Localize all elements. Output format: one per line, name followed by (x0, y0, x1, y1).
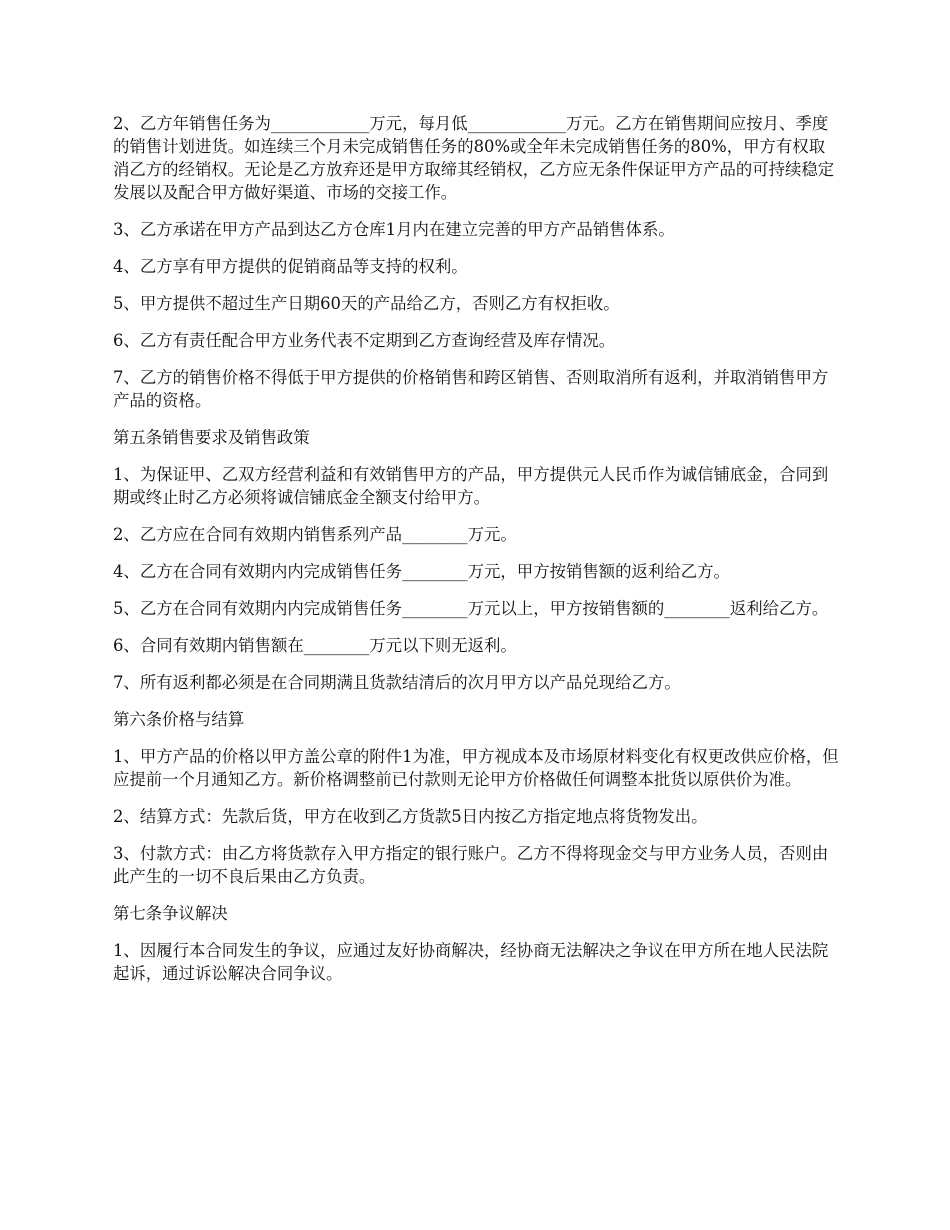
clause-contract-sales: 2、乙方应在合同有效期内销售系列产品________万元。 (113, 525, 517, 544)
clause-rebate-2: 5、乙方在合同有效期内内完成销售任务________万元以上，甲方按销售额的________返利给乙方。 (113, 599, 829, 618)
clause-promotion-support: 4、乙方享有甲方提供的促销商品等支持的权利。 (113, 257, 468, 276)
clause-payment-method: 3、付款方式：由乙方将货款存入甲方指定的银行账户。乙方不得将现金交与甲方业务人员，否则由此产生的一切不良后果由乙方负责。 (113, 844, 829, 886)
clause-no-rebate: 6、合同有效期内销售额在________万元以下则无返利。 (113, 636, 517, 655)
clause-deposit: 1、为保证甲、乙双方经营利益和有效销售甲方的产品，甲方提供元人民币作为诚信铺底金，合同到期或终止时乙方必须将诚信铺底金全额支付给甲方。 (113, 465, 829, 507)
section-heading-article-5: 第五条销售要求及销售政策 (113, 428, 310, 447)
clause-dispute-resolution: 1、因履行本合同发生的争议，应通过友好协商解决，经协商无法解决之争议在甲方所在地人民法院起诉，通过诉讼解决合同争议。 (113, 941, 829, 983)
clause-rebate-redemption: 7、所有返利都必须是在合同期满且货款结清后的次月甲方以产品兑现给乙方。 (113, 673, 681, 692)
clause-settlement-method: 2、结算方式：先款后货，甲方在收到乙方货款5日内按乙方指定地点将货物发出。 (113, 807, 708, 826)
clause-sales-target: 2、乙方年销售任务为____________万元，每月低____________万元。乙方在销售期间应按月、季度的销售计划进货。如连续三个月未完成销售任务的80%或全年未完成销售任务的80%，甲方有权取消乙方的经销权。无论是乙方放弃还是甲方取缔其经销权，乙方应无条件保证甲方产品的可持续稳定发展以及配合甲方做好渠道、市场的交接工作。 (113, 114, 835, 202)
clause-sales-system: 3、乙方承诺在甲方产品到达乙方仓库1月内在建立完善的甲方产品销售体系。 (113, 220, 675, 239)
clause-rebate-1: 4、乙方在合同有效期内内完成销售任务________万元，甲方按销售额的返利给乙方。 (113, 562, 730, 581)
clause-production-date: 5、甲方提供不超过生产日期60天的产品给乙方，否则乙方有权拒收。 (113, 294, 620, 313)
section-heading-article-6: 第六条价格与结算 (113, 710, 245, 729)
section-heading-article-7: 第七条争议解决 (113, 904, 228, 923)
clause-sales-price: 7、乙方的销售价格不得低于甲方提供的价格销售和跨区销售、否则取消所有返利，并取消销售甲方产品的资格。 (113, 368, 829, 410)
clause-price-basis: 1、甲方产品的价格以甲方盖公章的附件1为准，甲方视成本及市场原材料变化有权更改供应价格，但应提前一个月通知乙方。新价格调整前已付款则无论甲方价格做任何调整本批货以原供价为准。 (113, 747, 839, 789)
document-body (113, 112, 841, 999)
clause-inventory-inspection: 6、乙方有责任配合甲方业务代表不定期到乙方查询经营及库存情况。 (113, 331, 616, 350)
